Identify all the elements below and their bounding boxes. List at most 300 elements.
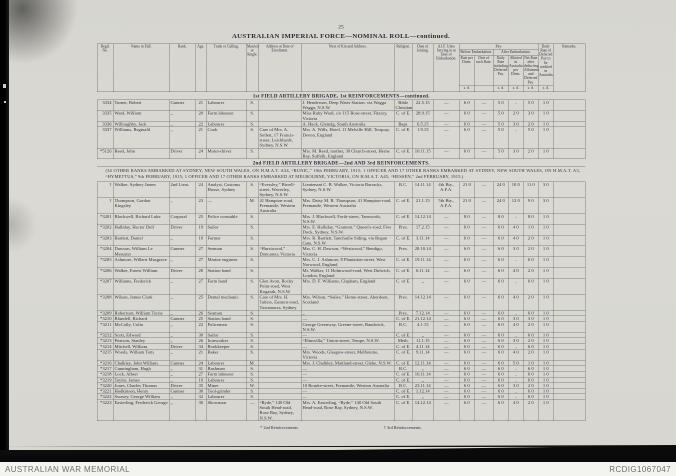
cell: 4 0 <box>508 322 523 333</box>
cell: *3222 <box>97 394 113 400</box>
cell <box>553 235 585 246</box>
cell <box>258 224 301 235</box>
cell: Seaman <box>206 246 246 257</box>
cell: C. of E. <box>394 400 412 421</box>
cell: S. <box>246 268 258 279</box>
cell: „ <box>412 394 433 400</box>
cell <box>553 148 585 159</box>
cell: S. <box>246 235 258 246</box>
table-row <box>97 246 585 257</box>
cell: 24 <box>195 182 206 198</box>
cell: — <box>474 388 493 394</box>
cell: Motor-driver <box>206 148 246 159</box>
col-deferred-pay: Daily Rate of Deferred Pay to be credited in Australia. <box>538 44 553 85</box>
cell: .. <box>508 278 523 294</box>
cell: 6 0 <box>459 394 474 400</box>
cell: — <box>474 121 493 127</box>
cell: 19.11.14 <box>412 257 433 268</box>
cell: 19 <box>195 235 206 246</box>
cell: Walker, Sydney James <box>113 182 169 198</box>
cell: C. of E. <box>394 198 412 214</box>
cell: Robertson, William Torrie <box>113 310 169 316</box>
cell: Pres. <box>394 224 412 235</box>
cell: 24 <box>195 148 206 159</box>
cell: 4.11.14 <box>412 344 433 350</box>
table-row <box>97 214 585 225</box>
cell: 21.1.15 <box>412 198 433 214</box>
cell: 17.2.15 <box>412 224 433 235</box>
cell: 1 0 <box>538 121 553 127</box>
cell: Analyst, Customs House, Sydney <box>206 182 246 198</box>
cell: M. <box>246 360 258 366</box>
cell: — <box>474 127 493 148</box>
cell: 6 0 <box>493 366 508 372</box>
cell: 6 0 <box>523 388 538 394</box>
cell: — <box>474 224 493 235</box>
cell: C. of E. <box>394 110 412 121</box>
cell: Halliday, Hector Dell <box>113 224 169 235</box>
cell: *3217 <box>97 366 113 372</box>
cell: *3212 <box>97 332 113 338</box>
cell: 22 <box>195 121 206 127</box>
cell: 2 0 <box>508 110 523 121</box>
cell: Labourer <box>206 360 246 366</box>
cell: 5 0 <box>493 121 508 127</box>
cell: *3206 <box>97 268 113 279</box>
cell: Pres. <box>394 310 412 316</box>
cell: “Hurstwood,” Doncaster, Victoria <box>258 246 301 257</box>
cell: 25 <box>195 294 206 310</box>
cell: 3 0 <box>538 198 553 214</box>
cell: † <box>97 182 113 198</box>
cell: 27 <box>195 246 206 257</box>
table-row <box>97 182 585 198</box>
cell: 6 0 <box>493 224 508 235</box>
cell: — <box>433 394 459 400</box>
cell: “Elmsvilla,” Union-street, Tempe, N.S.W. <box>301 338 394 344</box>
page-number: 25 <box>338 24 344 30</box>
cell: Baker <box>206 349 246 360</box>
cell: „ <box>412 332 433 338</box>
cell: 41 Hampton-road, Fremantle, Western Australia <box>258 198 301 214</box>
cell: 19 <box>195 377 206 383</box>
cell: Farm hand <box>206 278 246 294</box>
nominal-roll-table <box>97 44 586 421</box>
cell: 6.5.15 <box>412 121 433 127</box>
table-row <box>97 148 585 159</box>
cell: 4 0 <box>508 268 523 279</box>
cell <box>258 257 301 268</box>
cell: — <box>433 268 459 279</box>
table-row <box>97 338 585 344</box>
cell: 9.11.14 <box>412 349 433 360</box>
cell: C. of E. <box>394 257 412 268</box>
table-row <box>97 257 585 268</box>
cell: S. <box>246 246 258 257</box>
cell: — <box>474 235 493 246</box>
cell: 3 0 <box>523 316 538 322</box>
cell: .. <box>508 100 523 111</box>
cell: .. <box>508 377 523 383</box>
cell: 6 0 <box>493 388 508 394</box>
cell: 14.12.14 <box>412 294 433 310</box>
cell: „ <box>169 127 195 148</box>
cell: 6.11.14 <box>412 268 433 279</box>
cell <box>553 268 585 279</box>
cell: M. <box>246 198 258 214</box>
cell: Driver <box>169 383 195 389</box>
cell: 1 0 <box>523 224 538 235</box>
cell: S. <box>246 371 258 377</box>
cell: — <box>433 224 459 235</box>
cell <box>258 100 301 111</box>
cell: — <box>301 344 394 350</box>
cell: — <box>474 394 493 400</box>
cell: C. of E. <box>394 268 412 279</box>
awm-footer-strip <box>0 462 676 476</box>
cell: — <box>433 127 459 148</box>
cell: Glen Avon, Rocky Point-road, West Kogarah, N.S.W. <box>258 278 301 294</box>
cell: 1.12.14 <box>412 388 433 394</box>
cell: — <box>301 394 394 400</box>
cell: „ <box>169 110 195 121</box>
cell: 25 <box>195 214 206 225</box>
cell: — <box>301 316 394 322</box>
cell: Taylor, James <box>113 377 169 383</box>
table-row <box>97 278 585 294</box>
cell: — <box>474 110 493 121</box>
cell: *3215 <box>97 349 113 360</box>
cell: 6 0 <box>523 332 538 338</box>
cell: 27 <box>195 371 206 377</box>
cell: Care of Mrs. H. Tatlers, Eastern-road, Turramurra, Sydney <box>258 294 301 310</box>
table-header <box>97 44 585 92</box>
col-rate-per-diem: Rate per Diem. <box>459 55 474 85</box>
cell: 5 0 <box>508 360 523 366</box>
cell <box>553 110 585 121</box>
cell: R.C. <box>394 182 412 198</box>
cell: 1 0 <box>538 214 553 225</box>
cell: 31 <box>195 366 206 372</box>
cell: „ <box>169 394 195 400</box>
cell: „ <box>169 366 195 372</box>
cell: Jones, Charles Thomas <box>113 383 169 389</box>
cell: 4 0 <box>508 235 523 246</box>
cell: .. <box>508 332 523 338</box>
cell <box>258 349 301 360</box>
cell: Woods, William Tom <box>113 349 169 360</box>
cell: 6 0 <box>459 371 474 377</box>
cell: 2 0 <box>523 400 538 421</box>
cell: “Eversley,” Birrell-street, Waverley, Sydney, N.S.W. <box>258 182 301 198</box>
cell: 6 0 <box>459 246 474 257</box>
table-row <box>97 360 585 366</box>
table-row <box>97 235 585 246</box>
cell: „ <box>169 235 195 246</box>
cell: 35 <box>195 383 206 389</box>
cell: 2 0 <box>523 246 538 257</box>
cell: .. <box>508 371 523 377</box>
cell: 4 0 <box>508 224 523 235</box>
cell: 6 0 <box>493 338 508 344</box>
cell: McColly, Colin <box>113 322 169 333</box>
cell: 1 0 <box>538 394 553 400</box>
cell: Driver <box>169 148 195 159</box>
cell: 6 0 <box>523 278 538 294</box>
cell: „ <box>169 377 195 383</box>
table-row <box>97 383 585 389</box>
cell: S. <box>246 332 258 338</box>
cell: 6 0 <box>493 235 508 246</box>
cell: — <box>301 377 394 383</box>
cell: „ <box>169 322 195 333</box>
cell: — <box>433 366 459 372</box>
table-row <box>97 268 585 279</box>
col-trade: Trade or Calling. <box>206 44 246 92</box>
table-row <box>97 198 585 214</box>
cell: R.C. <box>394 383 412 389</box>
cell: 23 <box>195 198 206 214</box>
cell: 6 0 <box>523 371 538 377</box>
cell: — <box>433 246 459 257</box>
cell: 21.12.14 <box>412 316 433 322</box>
cell: C. of E. <box>394 214 412 225</box>
cell: 6 0 <box>493 400 508 421</box>
cell: 6 0 <box>459 310 474 316</box>
cell: Easterling, Frederick George <box>113 400 169 421</box>
cell: „ <box>169 338 195 344</box>
cell: 22.5.15 <box>412 100 433 111</box>
cell: 10 Bourke-street, Fremantle, Western Australia <box>301 383 394 389</box>
cell: — <box>474 268 493 279</box>
col-age: Age. <box>195 44 206 92</box>
cell: Station hand <box>206 268 246 279</box>
cell: 3.11.14 <box>412 235 433 246</box>
cell: C. of E. <box>394 127 412 148</box>
cell: — <box>474 198 493 214</box>
cell: Gunner <box>169 360 195 366</box>
cell: S. <box>246 110 258 121</box>
cell: Labourer <box>206 121 246 127</box>
cell: 5 0 <box>493 127 508 148</box>
cell: 1 0 <box>538 127 553 148</box>
cell <box>553 198 585 214</box>
cell: 2 0 <box>523 148 538 159</box>
cell: Mrs. Wilson, “Sailes,” Home-street, Aberdeen, Scotland <box>301 294 394 310</box>
cell <box>553 246 585 257</box>
col-group-after-embarkation: After Embarkation. <box>493 49 538 55</box>
cell: *3213 <box>97 338 113 344</box>
cell: 28.10.14 <box>412 246 433 257</box>
cell: Driver <box>169 268 195 279</box>
cell: — <box>474 322 493 333</box>
cell: 2 0 <box>523 322 538 333</box>
cell: 32 <box>195 394 206 400</box>
cell: 6 0 <box>493 310 508 316</box>
cell: — <box>433 294 459 310</box>
cell: 6 0 <box>493 394 508 400</box>
cell <box>553 182 585 198</box>
cell: — <box>474 100 493 111</box>
cell: Driver <box>169 224 195 235</box>
cell: Mrs. J. Blackwell, Forth-street, Tamworth, N.S.W. <box>301 214 394 225</box>
cell: — <box>474 182 493 198</box>
cell: 1 0 <box>523 360 538 366</box>
col-next-of-kin: Next of Kin and Address. <box>301 44 394 92</box>
cell: S. <box>246 182 258 198</box>
table-row <box>97 349 585 360</box>
table-row <box>97 322 585 333</box>
cell: — <box>474 366 493 372</box>
cell: 20 <box>195 110 206 121</box>
page-title: AUSTRALIAN IMPERIAL FORCE—NOMINAL ROLL—continued. <box>232 32 450 40</box>
cell: Mrs. R. Bartlett, Tancharlie Siding, via Bogan Gate, N.S.W. <box>301 235 394 246</box>
cell: 28 <box>195 268 206 279</box>
cell: — <box>474 257 493 268</box>
cell: 6 0 <box>493 246 508 257</box>
table-body <box>97 92 585 421</box>
cell: Mrs. C. J. Ashmore, 8 Plantation-street, West Norwood, England <box>301 257 394 268</box>
cell: 21 <box>195 100 206 111</box>
cell: S. <box>246 100 258 111</box>
cell: — <box>474 360 493 366</box>
cell: *3214 <box>97 344 113 350</box>
cell: .. <box>508 344 523 350</box>
cell: „ <box>169 332 195 338</box>
cell: S. <box>246 224 258 235</box>
cell: Ashmore, Wilbert Musgrave <box>113 257 169 268</box>
cell: — <box>433 360 459 366</box>
cell: 6 0 <box>459 294 474 310</box>
cell: — <box>474 371 493 377</box>
col-group-pay: Pay. <box>459 44 538 50</box>
cell: *5126 <box>97 148 113 159</box>
cell: — <box>433 278 459 294</box>
scanned-page <box>9 0 676 450</box>
cell: 23.11.14 <box>412 383 433 389</box>
cell: 1 0 <box>538 257 553 268</box>
cell: 3 0 <box>523 110 538 121</box>
cell: 1 0 <box>538 278 553 294</box>
cell: Bapt. <box>394 121 412 127</box>
cell: George Greenway, Greene-street, Randwick, N.S.W. <box>301 322 394 333</box>
footnote-2nd-reinforcements: * 2nd Reinforcements. <box>260 424 299 430</box>
cell: 3 0 <box>508 148 523 159</box>
cell: — <box>433 388 459 394</box>
cell: — <box>474 316 493 322</box>
cell: Labourer <box>206 394 246 400</box>
cell: 2 0 <box>523 338 538 344</box>
cell: S. <box>246 121 258 127</box>
cell: 10.11.15 <box>412 148 433 159</box>
cell: 3336 <box>97 121 113 127</box>
cell: 5th Bty., A.F.A. <box>433 198 459 214</box>
cell: 6 0 <box>459 338 474 344</box>
cell: 6 0 <box>459 383 474 389</box>
cell: S. <box>246 310 258 316</box>
cell: Miner <box>206 383 246 389</box>
cell: Ironworker <box>206 338 246 344</box>
cell: 30 <box>195 400 206 421</box>
cell: C. of E. <box>396 316 411 322</box>
cell: „ <box>412 366 433 372</box>
cell: 21 <box>195 349 206 360</box>
cell: Blundell, Richard <box>113 316 169 322</box>
cell: 1 0 <box>538 366 553 372</box>
cell: 1 0 <box>538 110 553 121</box>
cell: 4.1.15 <box>412 322 433 333</box>
cell: 1 0 <box>538 316 553 322</box>
col-religion: Religion. <box>394 44 412 92</box>
table-row <box>97 224 585 235</box>
col-name: Name in Full. <box>113 44 169 92</box>
cell: 5 0 <box>523 100 538 111</box>
scan-artifact <box>3 84 6 88</box>
cell: „ <box>301 310 394 316</box>
cell: 14.11.14 <box>412 182 433 198</box>
footnotes <box>97 425 585 430</box>
cell: 1 0 <box>538 294 553 310</box>
cell: — <box>433 400 459 421</box>
cell: Lock, Albert <box>113 371 169 377</box>
cell: *3220 <box>97 383 113 389</box>
cell: 6 0 <box>459 332 474 338</box>
cell: S. <box>246 366 258 372</box>
cell: — <box>433 110 459 121</box>
cell: *3219 <box>97 377 113 383</box>
cell: 14.12.14 <box>412 400 433 421</box>
cell: C. of E. <box>394 278 412 294</box>
cell: *3210 <box>97 316 113 322</box>
cell: 3 0 <box>508 338 523 344</box>
cell: — <box>301 332 394 338</box>
cell: 6 0 <box>493 316 508 322</box>
cell: 1 0 <box>538 349 553 360</box>
cell: „ <box>169 278 195 294</box>
cell: Sailor <box>206 332 246 338</box>
cell: 6 0 <box>459 400 474 421</box>
cell: Bushman <box>206 366 246 372</box>
cell: *3218 <box>97 371 113 377</box>
cell: 6 0 <box>459 377 474 383</box>
cell: Station hand <box>206 316 246 322</box>
cell: 6 0 <box>459 316 474 322</box>
col-date-of-rate: Date of such Rate. <box>474 55 493 85</box>
cell: 12 0 <box>508 198 523 214</box>
cell: — <box>206 198 246 214</box>
cell: Blackwell, Richard Luke <box>113 214 169 225</box>
cell: 24 <box>195 360 206 366</box>
cell: 1.9.15 <box>412 127 433 148</box>
cell: Mrs. E. Halliday, “Granton,” Queen's-road, Five Dock, Sydney, N.S.W. <box>301 224 394 235</box>
cell: *3216 <box>97 360 113 366</box>
cell: 3 0 <box>508 316 523 322</box>
cell: Policeman <box>206 322 246 333</box>
cell: 1 0 <box>538 400 553 421</box>
cell: S. <box>246 127 258 148</box>
cell: Meth. <box>394 338 412 344</box>
col-allotted: Allotted in Australia per Diem. <box>508 55 523 85</box>
scan-artifact <box>4 101 6 103</box>
cell: — <box>301 388 394 394</box>
col-regtl-no: Regtl. No. <box>97 44 113 92</box>
cell: Mrs. C. H. Dawson, “Westwood,” Bendigo, Victoria <box>301 246 394 257</box>
cell: 1 0 <box>538 148 553 159</box>
cell: 6 0 <box>523 257 538 268</box>
cell: *3201 <box>97 214 113 225</box>
cell: 6 0 <box>493 294 508 310</box>
cell: Farm labourer <box>206 110 246 121</box>
